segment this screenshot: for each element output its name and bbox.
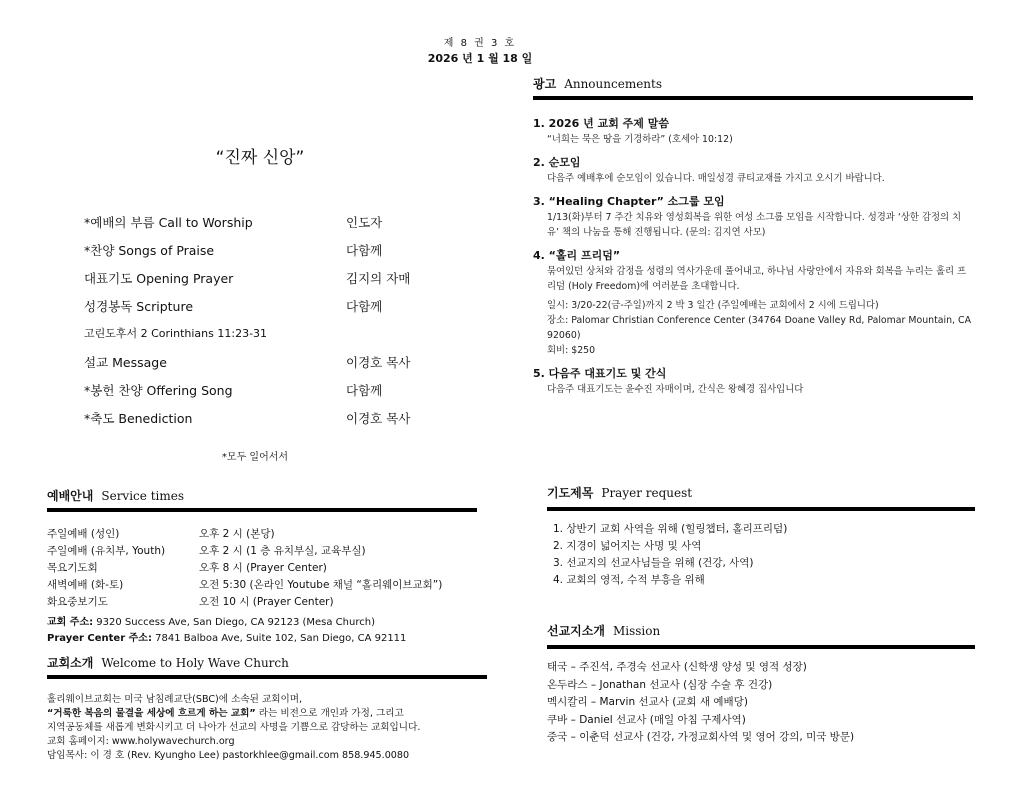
announcement-body: 다음주 예배후에 순모임이 있습니다. 매일성경 큐티교재를 가지고 오시기 바랍니다. <box>547 173 885 184</box>
order-item-leader: 다함께 <box>346 243 383 258</box>
intro-body <box>47 693 487 763</box>
order-item-label: *찬양 Songs of Praise <box>84 243 215 258</box>
service-name: 화요중보기도 <box>47 596 108 608</box>
prayer-request-section <box>547 484 975 589</box>
issue-number: 제 8 권 3 호 <box>443 38 517 49</box>
heading-en: Announcements <box>564 77 663 91</box>
announcement-item <box>533 155 973 186</box>
order-item <box>84 297 484 325</box>
intro-line: 홀리웨이브교회는 미국 남침례교단(SBC)에 소속된 교회이며, <box>47 694 303 705</box>
announcement-title: 2. 순모임 <box>533 156 581 169</box>
order-item-label: 대표기도 Opening Prayer <box>84 271 234 286</box>
order-item <box>84 381 484 409</box>
table-row <box>47 526 442 543</box>
prayer-center-address-value: 7841 Balboa Ave, Suite 102, San Diego, CA 92111 <box>151 633 407 644</box>
service-times-table <box>47 526 442 611</box>
table-row <box>47 543 442 560</box>
order-item-label: *축도 Benediction <box>84 411 193 426</box>
list-item: 중국 – 이춘덕 선교사 (건강, 가정교회사역 및 영어 강의, 미국 방문) <box>547 731 855 743</box>
announcement-title: 3. “Healing Chapter” 소그룹 모임 <box>533 195 725 208</box>
church-vision: “거룩한 복음의 물결을 세상에 흐르게 하는 교회” <box>47 708 256 719</box>
church-address-value: 9320 Success Ave, San Diego, CA 92123 (Mesa Church) <box>93 617 375 628</box>
announcement-title: 5. 다음주 대표기도 및 간식 <box>533 367 667 380</box>
heading-en: Welcome to Holy Wave Church <box>101 656 289 670</box>
order-item-leader: 인도자 <box>346 215 383 230</box>
stand-note: *모두 일어서서 <box>221 452 289 463</box>
addresses <box>47 615 477 647</box>
heading-en: Service times <box>101 489 184 503</box>
announcement-title: 1. 2026 년 교회 주제 말씀 <box>533 117 669 130</box>
service-time: 오전 5:30 (온라인 Youtube 채널 “홀리웨이브교회”) <box>199 579 443 591</box>
scripture-reference <box>84 325 484 353</box>
list-item: 쿠바 – Daniel 선교사 (매일 아침 구제사역) <box>547 713 746 726</box>
section-heading <box>547 484 975 501</box>
order-item-leader: 다함께 <box>346 383 383 398</box>
announcement-body: “너희는 묵은 땅을 기경하라” (호세아 10:12) <box>547 134 733 145</box>
announcement-list <box>533 116 973 397</box>
service-time: 오후 2 시 (1 층 유치부실, 교육부실) <box>199 545 366 557</box>
event-location: 장소: Palomar Christian Conference Center (34764 Doane Valley Rd, Palomar Mountain, CA 92060) <box>547 315 971 341</box>
announcement-body: 다음주 대표기도는 윤수진 자매이며, 간식은 왕혜경 집사입니다 <box>547 384 804 395</box>
sermon-title: “진짜 신앙” <box>215 148 305 168</box>
order-item-leader: 김지의 자매 <box>346 271 411 286</box>
announcement-body: 묶여있던 상처와 감정을 성령의 역사가운데 풀어내고, 하나님 사랑안에서 자유와 회복을 누리는 홀리 프리덤 (Holy Freedom)에 여러분을 초대합니다. <box>547 266 967 292</box>
church-intro-section <box>47 654 487 763</box>
heading-ko: 교회소개 <box>47 656 94 670</box>
church-address <box>47 615 477 631</box>
table-row <box>47 577 442 594</box>
order-item <box>84 353 484 381</box>
section-rule <box>47 675 487 679</box>
heading-en: Mission <box>612 624 661 638</box>
list-item: 태국 – 주진석, 주경숙 선교사 (신학생 양성 및 영적 성장) <box>547 661 807 673</box>
list-item: 2. 지경이 넓어지는 사명 및 사역 <box>553 540 702 552</box>
bulletin-date: 2026 년 1 월 18 일 <box>427 52 533 65</box>
heading-ko: 예배안내 <box>47 489 94 503</box>
service-name: 새벽예배 (화-토) <box>47 579 124 591</box>
service-name: 주일예배 (성인) <box>47 528 120 540</box>
order-item <box>84 269 484 297</box>
section-rule <box>547 507 975 511</box>
order-item-label: *봉헌 찬양 Offering Song <box>84 383 233 398</box>
mission-section <box>547 622 975 747</box>
pastor-contact: 담임목사: 이 경 호 (Rev. Kyungho Lee) pastorkhlee@gmail.com 858.945.0080 <box>47 750 410 761</box>
church-address-label: 교회 주소: <box>47 617 94 628</box>
section-heading <box>47 487 477 504</box>
list-item: 3. 선교지의 선교사님들을 위해 (건강, 사역) <box>553 557 754 569</box>
order-item-label: *예배의 부름 Call to Worship <box>84 215 253 230</box>
section-rule <box>47 508 477 512</box>
prayer-center-address <box>47 631 477 647</box>
order-item-leader: 이경호 목사 <box>346 355 411 370</box>
list-item: 온두라스 – Jonathan 선교사 (심장 수술 후 건강) <box>547 678 773 691</box>
prayer-center-address-label: Prayer Center 주소: <box>47 633 152 644</box>
section-heading <box>547 622 975 639</box>
service-times-section <box>47 487 477 647</box>
table-row <box>47 560 442 577</box>
service-time: 오전 10 시 (Prayer Center) <box>199 596 334 608</box>
intro-line: “거룩한 복음의 물결을 세상에 흐르게 하는 교회” 라는 비전으로 개인과 가정, 그리고 <box>47 708 404 719</box>
announcement-item <box>533 248 973 358</box>
announcement-item <box>533 194 973 240</box>
service-name: 주일예배 (유치부, Youth) <box>47 545 166 557</box>
order-item-label: 고린도후서 2 Corinthians 11:23-31 <box>84 327 268 340</box>
order-item <box>84 241 484 269</box>
announcements-section <box>533 75 973 405</box>
heading-ko: 기도제목 <box>547 486 594 500</box>
service-time: 오후 8 시 (Prayer Center) <box>199 562 327 574</box>
order-item <box>84 409 484 437</box>
table-row <box>47 594 442 611</box>
order-of-worship <box>84 213 484 437</box>
order-item-leader: 다함께 <box>346 299 383 314</box>
announcement-item <box>533 116 973 147</box>
heading-ko: 광고 <box>533 77 557 91</box>
mission-list <box>547 659 975 747</box>
church-website: 교회 홈페이지: www.holywavechurch.org <box>47 736 235 747</box>
list-item: 멕시칼리 – Marvin 선교사 (교회 새 예배당) <box>547 696 748 708</box>
service-name: 목요기도회 <box>47 562 98 574</box>
heading-ko: 선교지소개 <box>547 624 605 638</box>
section-heading <box>47 654 487 671</box>
order-item <box>84 213 484 241</box>
list-item: 1. 상반기 교회 사역을 위해 (힐링챕터, 홀리프리덤) <box>553 523 788 535</box>
order-item-label: 설교 Message <box>84 355 167 370</box>
event-dates: 일시: 3/20-22(금-주일)까지 2 박 3 일간 (주일예배는 교회에서 2 시에 드립니다) <box>547 300 879 311</box>
service-time: 오후 2 시 (본당) <box>199 528 275 540</box>
heading-en: Prayer request <box>601 486 693 500</box>
section-heading <box>533 75 973 92</box>
list-item: 4. 교회의 영적, 수적 부흥을 위해 <box>553 574 705 586</box>
announcement-title: 4. “홀리 프리덤” <box>533 249 621 262</box>
announcement-item <box>533 366 973 397</box>
section-rule <box>547 645 975 649</box>
order-item-label: 성경봉독 Scripture <box>84 299 194 314</box>
prayer-list <box>547 521 975 589</box>
section-rule <box>533 96 973 100</box>
intro-line: 지역공동체를 새롭게 변화시키고 더 나아가 선교의 사명을 기쁨으로 감당하는 교회입니다. <box>47 722 421 733</box>
event-fee: 회비: $250 <box>547 345 596 356</box>
order-item-leader: 이경호 목사 <box>346 411 411 426</box>
announcement-body: 1/13(화)부터 7 주간 치유와 영성회복을 위한 여성 소그룹 모임을 시작합니다. 성경과 ‘상한 감정의 치유’ 책의 나눔을 통해 진행됩니다. (문의: 김지연 사모) <box>547 212 962 238</box>
